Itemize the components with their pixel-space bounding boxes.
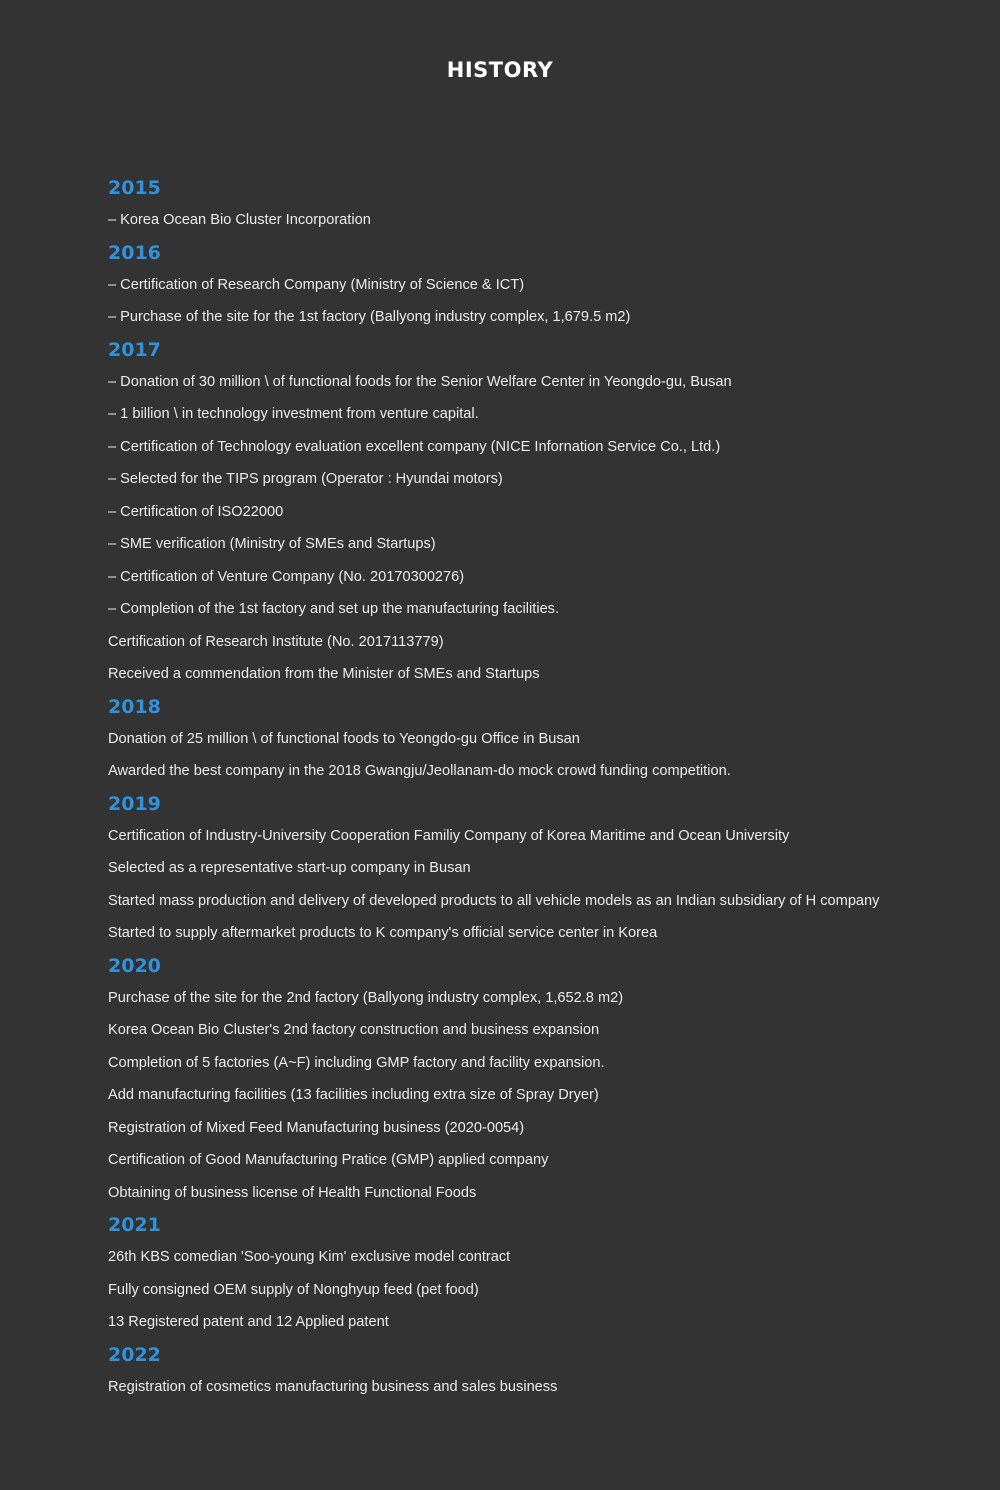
history-item: – Certification of Venture Company (No. 20170300276) <box>108 568 465 585</box>
history-item: Add manufacturing facilities (13 facilities including extra size of Spray Dryer) <box>108 1087 599 1103</box>
history-item: Selected as a representative start-up company in Busan <box>108 860 471 876</box>
year-heading: 2022 <box>108 1343 161 1366</box>
history-item: – Purchase of the site for the 1st factory (Ballyong industry complex, 1,679.5 m2) <box>108 309 631 325</box>
history-item: Awarded the best company in the 2018 Gwangju/Jeollanam-do mock crowd funding competition. <box>108 763 731 779</box>
year-heading: 2021 <box>108 1214 161 1236</box>
year-heading: 2017 <box>108 338 161 361</box>
history-item: Started to supply aftermarket products to K company's official service center in Korea <box>108 925 658 941</box>
history-item: Certification of Research Institute (No. 2017113779) <box>108 633 444 650</box>
year-block-2021 <box>108 1209 968 1339</box>
history-item: – Completion of the 1st factory and set up the manufacturing facilities. <box>108 601 560 617</box>
history-timeline <box>108 172 968 1403</box>
history-item: – Certification of ISO22000 <box>108 503 284 520</box>
history-item: Started mass production and delivery of developed products to all vehicle models as an Indian subsidiary of H company <box>108 892 880 909</box>
history-item: – Donation of 30 million \ of functional foods for the Senior Welfare Center in Yeongdo-gu, Busan <box>108 373 732 390</box>
year-block-2017 <box>108 334 968 691</box>
history-item: Certification of Good Manufacturing Pratice (GMP) applied company <box>108 1152 549 1168</box>
year-heading: 2020 <box>108 954 161 977</box>
year-block-2016 <box>108 237 968 334</box>
year-block-2015 <box>108 172 968 237</box>
year-heading: 2019 <box>108 792 161 815</box>
year-block-2019 <box>108 788 968 950</box>
history-item: Donation of 25 million \ of functional foods to Yeongdo-gu Office in Busan <box>108 730 580 747</box>
history-item: 13 Registered patent and 12 Applied patent <box>108 1314 389 1330</box>
history-item: Obtaining of business license of Health Functional Foods <box>108 1184 477 1201</box>
year-block-2020 <box>108 950 968 1210</box>
history-item: Certification of Industry-University Cooperation Familiy Company of Korea Maritime and Ocean University <box>108 827 790 844</box>
history-item: Korea Ocean Bio Cluster's 2nd factory construction and business expansion <box>108 1022 600 1038</box>
history-item: – 1 billion \ in technology investment from venture capital. <box>108 406 479 422</box>
year-block-2018 <box>108 691 968 788</box>
history-item: – SME verification (Ministry of SMEs and Startups) <box>108 536 436 552</box>
history-item: – Korea Ocean Bio Cluster Incorporation <box>108 212 371 228</box>
year-heading: 2016 <box>108 241 161 264</box>
history-item: Purchase of the site for the 2nd factory (Ballyong industry complex, 1,652.8 m2) <box>108 989 624 1006</box>
history-item: Fully consigned OEM supply of Nonghyup feed (pet food) <box>108 1281 479 1298</box>
year-block-2022 <box>108 1339 968 1404</box>
history-item: Received a commendation from the Minister of SMEs and Startups <box>108 666 540 682</box>
year-heading: 2015 <box>108 177 161 199</box>
history-item: 26th KBS comedian 'Soo-young Kim' exclusive model contract <box>108 1249 511 1265</box>
page-title: HISTORY <box>446 58 554 82</box>
history-item: Completion of 5 factories (A~F) including GMP factory and facility expansion. <box>108 1054 605 1071</box>
history-item: – Certification of Technology evaluation excellent company (NICE Infornation Service Co., Ltd.) <box>108 438 721 455</box>
history-item: – Selected for the TIPS program (Operator : Hyundai motors) <box>108 471 503 487</box>
history-item: Registration of cosmetics manufacturing business and sales business <box>108 1378 558 1395</box>
year-heading: 2018 <box>108 695 161 718</box>
history-item: – Certification of Research Company (Ministry of Science & ICT) <box>108 276 525 293</box>
history-item: Registration of Mixed Feed Manufacturing business (2020-0054) <box>108 1119 525 1136</box>
